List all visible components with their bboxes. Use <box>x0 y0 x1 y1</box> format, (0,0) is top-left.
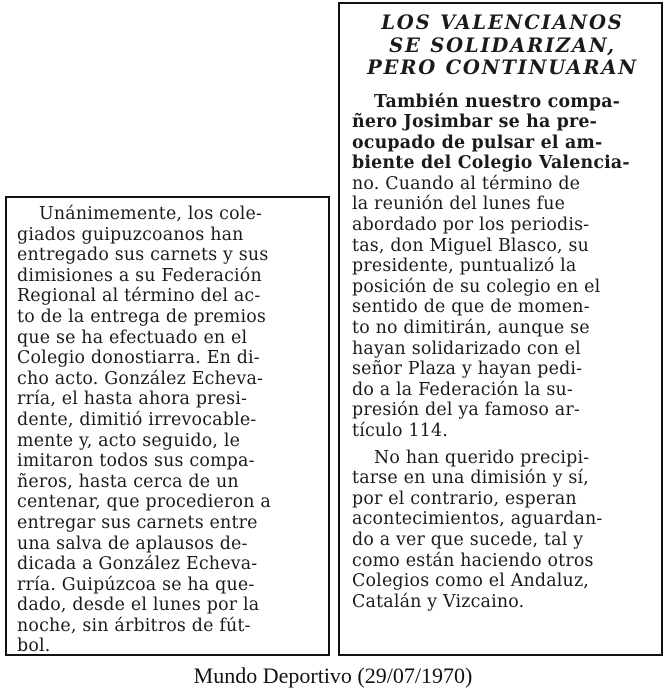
paragraph-1-bold-lead: También nuestro compa- ñero Josimbar se ha pre- ocupado de pulsar el am- biente del Colegio Valencia- <box>352 91 630 174</box>
right-clipping-paragraph-1 <box>352 92 653 442</box>
right-newspaper-clipping <box>338 2 663 656</box>
paragraph-1-body: no. Cuando al término de la reunión del lunes fue abordado por los periodis- tas, don Miguel Blasco, su presidente, puntualizó la posición de su colegio en el sentido de que de momen- to no dimitirán, aunque se hayan solidarizado con el señor Plaza y hayan pedi- do a la Federación la su- presión del ya famoso ar- tículo 114. <box>352 173 601 441</box>
right-clipping-paragraph-2: No han querido precipi- tarse en una dimisión y sí, por el contrario, esperan acontecimientos, aguardan- do a ver que sucede, tal y como están haciendo otros Colegios como el Andaluz, Catalán y Vizcaino. <box>352 447 603 612</box>
left-clipping-paragraph: Unánimemente, los cole- giados guipuzcoanos han entregado sus carnets y sus dimisiones a su Federación Regional al término del ac- to de la entrega de premios que se ha efectuado en el Colegio donostiarra. En di- cho acto. González Echeva- rría, el hasta ahora presi- dente, dimitió irrevocable- mente y, acto seguido, le imitaron todos sus compa- ñeros, hasta cerca de un centenar, que procedieron a entregar sus carnets entre una salva de aplausos de- dicada a González Echeva- rría. Guipúzcoa se ha que- dado, desde el lunes por la noche, sin árbitros de fút- bol. <box>17 204 271 657</box>
clipping-headline: LOS VALENCIANOS SE SOLIDARIZAN, PERO CONTINUARAN <box>367 11 638 79</box>
source-caption: Mundo Deportivo (29/07/1970) <box>193 663 473 688</box>
left-newspaper-clipping <box>5 196 330 656</box>
